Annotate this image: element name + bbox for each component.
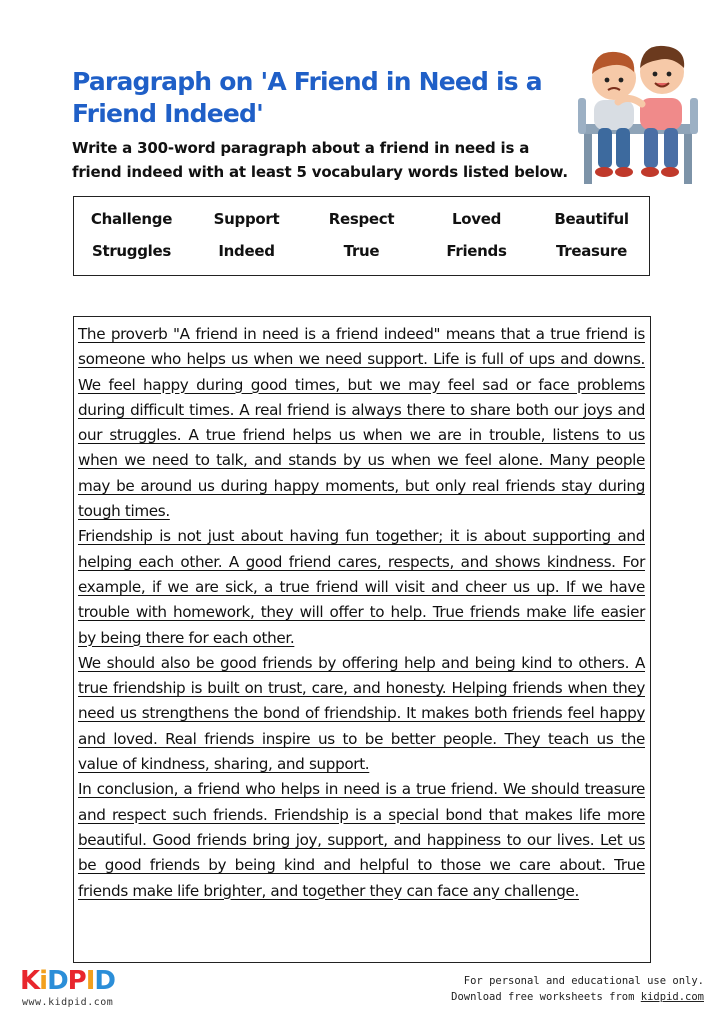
logo-letter: I xyxy=(85,966,95,996)
footer-note-prefix: Download free worksheets from xyxy=(451,991,641,1003)
instructions-text: Write a 300-word paragraph about a friend in need is a friend indeed with at least 5 vocabulary words listed below. xyxy=(72,139,568,181)
logo-letter: K xyxy=(20,966,40,996)
paragraph-text xyxy=(78,322,645,904)
paragraph: The proverb "A friend in need is a friend indeed" means that a true friend is someone who helps us when we need support. Life is full of ups and downs. We feel happy during good times, but we may feel sad or face problems during difficult times. A real friend is always there to share both our joys and our struggles. A true friend helps us when we are in trouble, listens to us when we need to talk, and stands by us when we feel alone. Many people may be around us during happy moments, but only real friends stay during tough times. xyxy=(78,325,645,521)
paragraph: In conclusion, a friend who helps in need is a true friend. We should treasure and respect such friends. Friendship is a special bond that makes life more beautiful. Good friends bring joy, support, and happiness to our lives. Let us be good friends by being kind and helpful to those we care about. True friends make life brighter, and together they can face any challenge. xyxy=(78,780,645,900)
vocab-word: Struggles xyxy=(91,242,172,260)
footer-note xyxy=(451,973,704,1005)
vocab-word: Respect xyxy=(328,210,395,228)
footer-link[interactable]: kidpid.com xyxy=(640,991,704,1003)
logo-letter: i xyxy=(39,966,48,996)
footer-note-line2 xyxy=(451,989,704,1005)
vocabulary-grid xyxy=(74,209,649,261)
vocab-word: True xyxy=(343,242,380,260)
vocab-word: Beautiful xyxy=(554,210,629,228)
logo-letter: P xyxy=(67,966,86,996)
paragraph: Friendship is not just about having fun together; it is about supporting and helping each other. A good friend cares, respects, and shows kindness. For example, if we are sick, a true friend will visit and cheer us up. If we have trouble with homework, they will offer to help. True friends make life easier by being there for each other. xyxy=(78,527,645,647)
vocab-word: Friends xyxy=(446,242,507,260)
vocabulary-box xyxy=(73,196,650,276)
footer-note-line1: For personal and educational use only. xyxy=(463,975,704,987)
paragraph-box xyxy=(73,316,651,963)
vocab-word: Indeed xyxy=(218,242,275,260)
vocab-word: Treasure xyxy=(555,242,628,260)
page-title: Paragraph on 'A Friend in Need is a Friend Indeed' xyxy=(72,67,542,128)
vocab-word: Loved xyxy=(451,210,502,228)
vocab-word: Challenge xyxy=(90,210,173,228)
logo-letter: D xyxy=(94,966,116,996)
logo-url: www.kidpid.com xyxy=(22,997,114,1008)
vocab-word: Support xyxy=(213,210,280,228)
logo-letter: D xyxy=(47,966,68,996)
kidpid-logo[interactable] xyxy=(20,966,115,996)
paragraph: We should also be good friends by offering help and being kind to others. A true friendship is built on trust, care, and honesty. Helping friends when they need us strengthens the bond of friendship. It makes both friends feel happy and loved. Real friends inspire us to be better people. They teach us the value of kindness, sharing, and support. xyxy=(78,653,645,774)
friends-on-bench-illustration xyxy=(572,38,702,188)
